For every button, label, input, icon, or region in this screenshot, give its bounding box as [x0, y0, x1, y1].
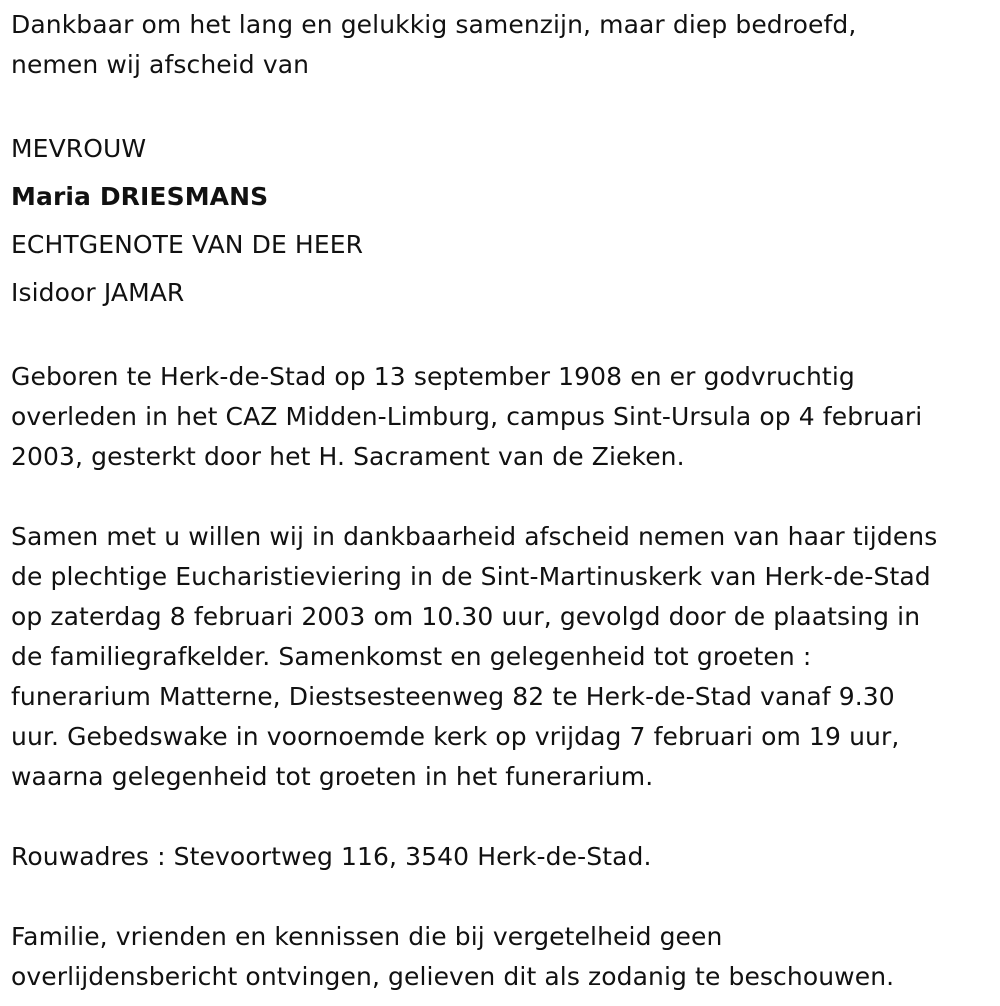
- intro-line: Dankbaar om het lang en gelukkig samenzijn, maar diep bedroefd,: [11, 10, 857, 39]
- spacer: [11, 797, 1000, 837]
- birth-death-paragraph: [11, 357, 1000, 477]
- spouse-name: Isidoor JAMAR: [11, 278, 185, 307]
- paragraph-line: overleden in het CAZ Midden-Limburg, campus Sint-Ursula op 4 februari: [11, 402, 923, 431]
- intro-paragraph: [11, 5, 1000, 85]
- paragraph-line: waarna gelegenheid tot groeten in het funerarium.: [11, 762, 654, 791]
- deceased-name: Maria DRIESMANS: [11, 182, 269, 211]
- spacer: [11, 477, 1000, 517]
- deceased-block: [11, 125, 1000, 317]
- spacer: [11, 85, 1000, 125]
- spacer: [11, 877, 1000, 917]
- ceremony-paragraph: [11, 517, 1000, 797]
- paragraph-line: funerarium Matterne, Diestsesteenweg 82 te Herk-de-Stad vanaf 9.30: [11, 682, 895, 711]
- deceased-title: MEVROUW: [11, 134, 147, 163]
- paragraph-line: Geboren te Herk-de-Stad op 13 september 1908 en er godvruchtig: [11, 362, 855, 391]
- mourning-address: Rouwadres : Stevoortweg 116, 3540 Herk-de-Stad.: [11, 842, 652, 871]
- paragraph-line: de familiegrafkelder. Samenkomst en gelegenheid tot groeten :: [11, 642, 812, 671]
- spacer: [11, 317, 1000, 357]
- closing-paragraph: [11, 917, 1000, 997]
- intro-line: nemen wij afscheid van: [11, 50, 310, 79]
- paragraph-line: Familie, vrienden en kennissen die bij vergetelheid geen: [11, 922, 723, 951]
- paragraph-line: de plechtige Eucharistieviering in de Sint-Martinuskerk van Herk-de-Stad: [11, 562, 931, 591]
- paragraph-line: op zaterdag 8 februari 2003 om 10.30 uur, gevolgd door de plaatsing in: [11, 602, 921, 631]
- address-paragraph: [11, 837, 1000, 877]
- paragraph-line: overlijdensbericht ontvingen, gelieven dit als zodanig te beschouwen.: [11, 962, 895, 991]
- paragraph-line: uur. Gebedswake in voornoemde kerk op vrijdag 7 februari om 19 uur,: [11, 722, 900, 751]
- deceased-relation: ECHTGENOTE VAN DE HEER: [11, 230, 364, 259]
- paragraph-line: 2003, gesterkt door het H. Sacrament van de Zieken.: [11, 442, 685, 471]
- paragraph-line: Samen met u willen wij in dankbaarheid afscheid nemen van haar tijdens: [11, 522, 938, 551]
